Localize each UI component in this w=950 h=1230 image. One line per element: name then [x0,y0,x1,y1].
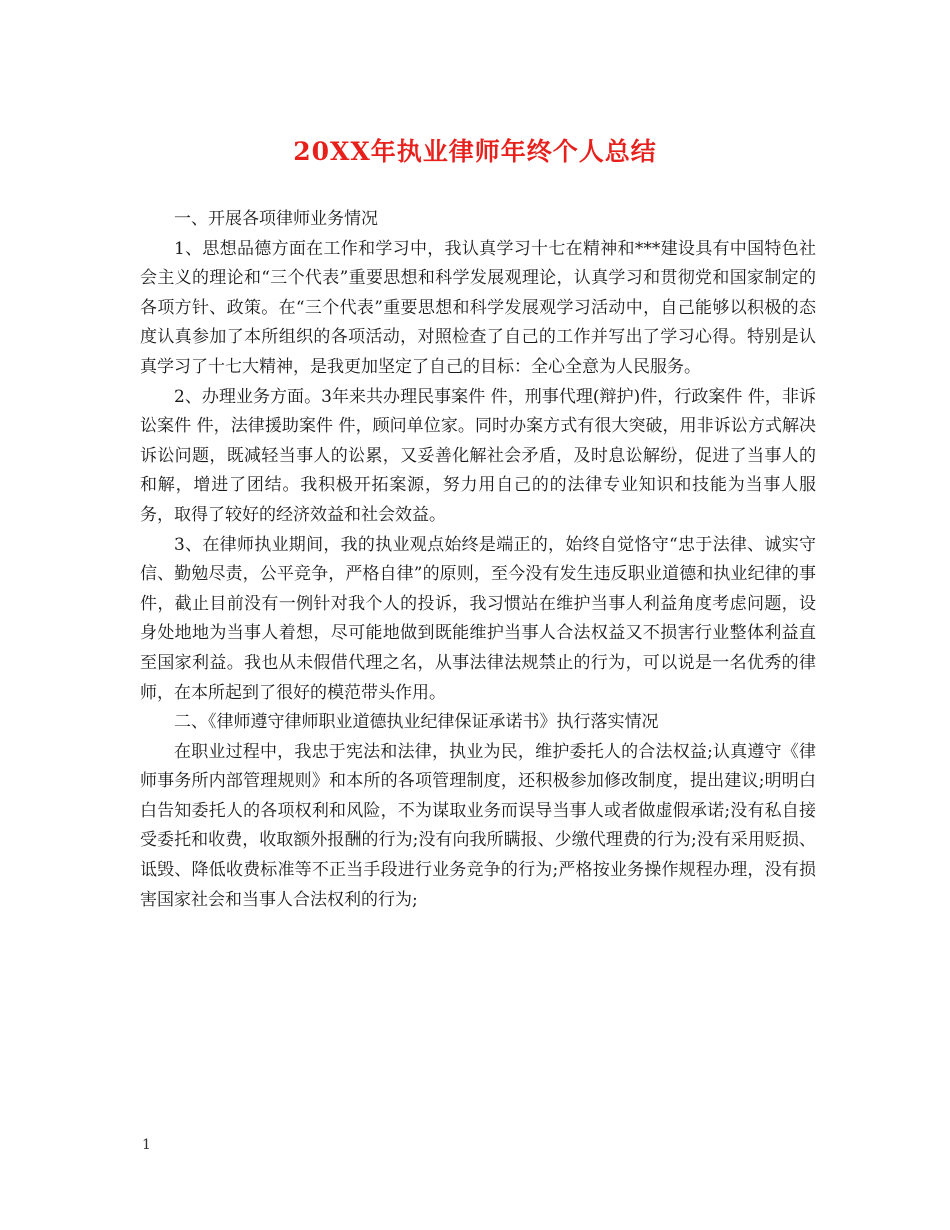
page-number: 1 [142,1137,151,1153]
paragraph-2: 2、办理业务方面。3年来共办理民事案件 件，刑事代理(辩护)件，行政案件 件，非诉讼案件 件，法律援助案件 件，顾问单位家。同时办案方式有很大突破，用非诉讼方式解决诉讼问题，既减轻当事人的讼累，又妥善化解社会矛盾，及时息讼解纷，促进了当事人的和解，增进了团结。我积极开拓案源，努力用自己的的法律专业知识和技能为当事人服务，取得了较好的经济效益和社会效益。 [140,386,816,525]
paragraph-4: 在职业过程中，我忠于宪法和法律，执业为民，维护委托人的合法权益;认真遵守《律师事务所内部管理规则》和本所的各项管理制度，还积极参加修改制度，提出建议;明明白白告知委托人的各项权利和风险，不为谋取业务而误导当事人或者做虚假承诺;没有私自接受委托和收费，收取额外报酬的行为;没有向我所瞒报、少缴代理费的行为;没有采用贬损、诋毁、降低收费标准等不正当手段进行业务竞争的行为;严格按业务操作规程办理，没有损害国家社会和当事人合法权利的行为; [140,741,816,910]
document-body [140,205,816,915]
paragraph-3: 3、在律师执业期间，我的执业观点始终是端正的，始终自觉恪守“忠于法律、诚实守信、勤勉尽责，公平竞争，严格自律”的原则，至今没有发生违反职业道德和执业纪律的事件，截止目前没有一例针对我个人的投诉，我习惯站在维护当事人利益角度考虑问题，设身处地地为当事人着想，尽可能地做到既能维护当事人合法权益又不损害行业整体利益直至国家利益。我也从未假借代理之名，从事法律法规禁止的行为，可以说是一名优秀的律师，在本所起到了很好的模范带头作用。 [140,534,816,703]
paragraph-1: 1、思想品德方面在工作和学习中，我认真学习十七在精神和***建设具有中国特色社会主义的理论和“三个代表”重要思想和科学发展观理论，认真学习和贯彻党和国家制定的各项方针、政策。在“三个代表”重要思想和科学发展观学习活动中，自己能够以积极的态度认真参加了本所组织的各项活动，对照检查了自己的工作并写出了学习心得。特别是认真学习了十七大精神，是我更加坚定了自己的目标：全心全意为人民服务。 [140,238,816,377]
section-heading-1: 一、开展各项律师业务情况 [174,209,378,229]
section-heading-2: 二、《律师遵守律师职业道德执业纪律保证承诺书》执行落实情况 [174,712,659,733]
document-title: 20XX年执业律师年终个人总结 [293,137,657,166]
